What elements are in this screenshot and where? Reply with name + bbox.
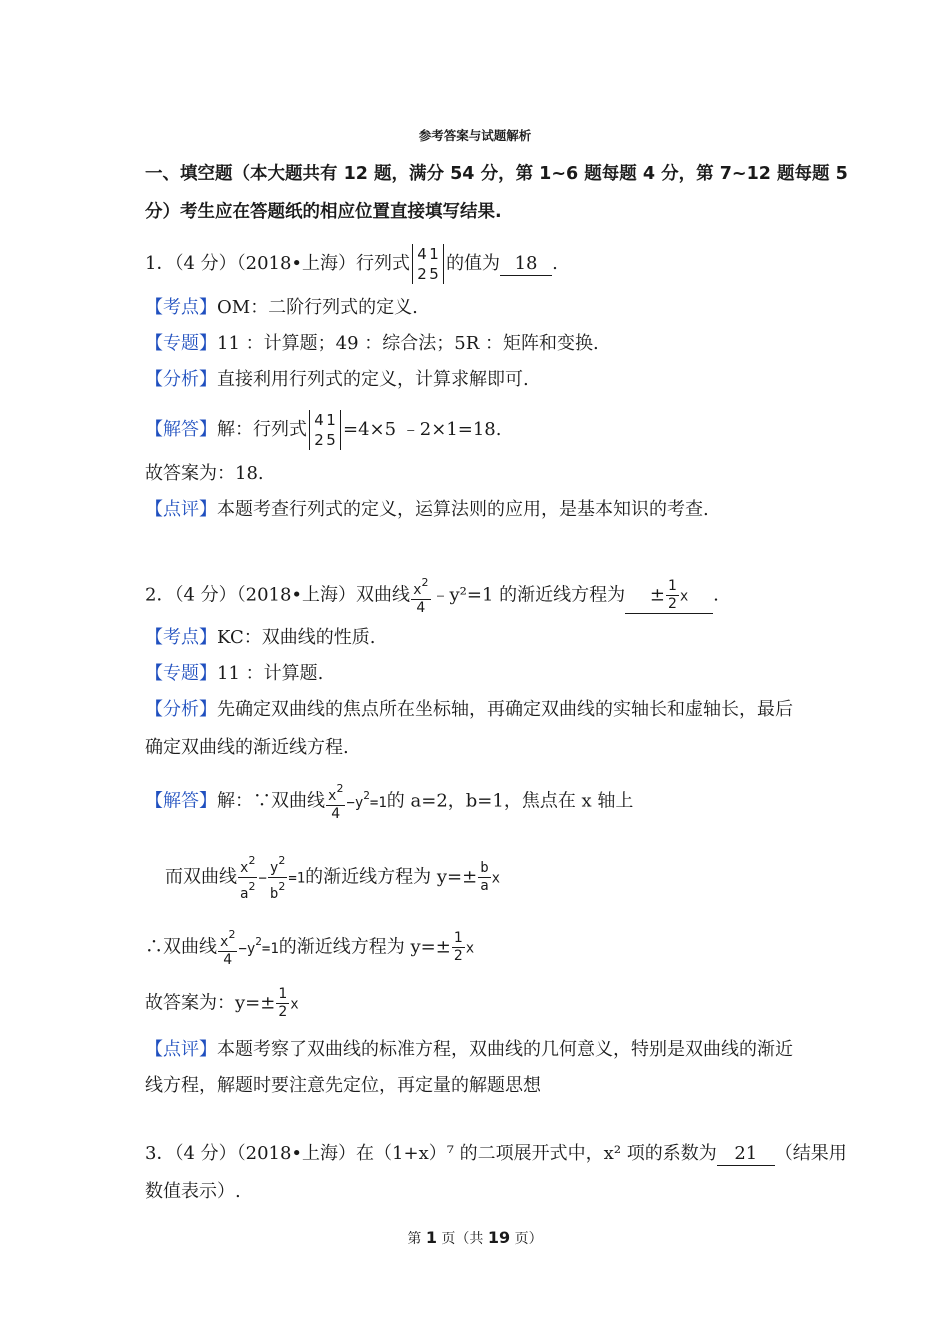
q2-answer-blank <box>625 578 713 614</box>
q1-stem <box>145 244 558 284</box>
q1-answer-blank: 18 <box>500 253 552 276</box>
frac-num: 1 <box>668 578 677 594</box>
q2-stem <box>145 574 719 617</box>
section-heading-line2: 分）考生应在答题纸的相应位置直接填写结果. <box>145 202 502 222</box>
kaodian-text: KC：双曲线的性质. <box>217 627 376 648</box>
page-number: 1 <box>425 1228 437 1247</box>
dianping-text: 本题考察了双曲线的标准方程，双曲线的几何意义，特别是双曲线的渐近 <box>217 1039 793 1060</box>
fenxi-text: 直接利用行列式的定义，计算求解即可. <box>217 369 529 390</box>
q1-kaodian <box>145 294 418 322</box>
matrix-cell: 5 <box>429 265 439 283</box>
q2-line-general: 而双曲线 $\frac{x^2}{a^2}$ − $\frac{y^2}{b^2}$ =1的渐近线方程为 y=± $\frac{b}{a}$ x <box>165 854 501 902</box>
q3-stem-suffix: （结果用 <box>774 1143 847 1164</box>
section-heading-line1: 一、填空题（本大题共有 12 题，满分 54 分，第 1~6 题每题 4 分，第 7~12 题每题 5 <box>145 164 848 184</box>
matrix-cell: 4 <box>314 411 324 429</box>
frac-num: x <box>413 582 422 598</box>
footer-prefix: 第 <box>407 1231 426 1247</box>
page-footer <box>0 1228 950 1248</box>
line-c-after: 的渐近线方程为 y=± <box>278 936 451 958</box>
fraction-b-over-a: $\frac{b}{a}$ <box>480 860 489 894</box>
q2-fenxi-line1 <box>145 696 793 724</box>
q1-determinant <box>412 244 444 284</box>
q1-final-answer: 故答案为：18. <box>145 463 264 484</box>
zhuanti-text: 11 ：计算题；49 ：综合法；5R ：矩阵和变换. <box>217 333 599 354</box>
dianping-tag: 【点评】 <box>145 499 217 520</box>
line-c-prefix: ∴双曲线 <box>145 936 217 958</box>
q2-dianping-line1 <box>145 1036 793 1064</box>
jieda-prefix: 解：行列式 <box>217 419 307 440</box>
q1-dianping <box>145 496 709 524</box>
q2-dianping-line2: 线方程，解题时要注意先定位，再定量的解题思想 <box>145 1075 541 1096</box>
q1-zhuanti <box>145 330 599 358</box>
q2-jieda: 【解答】解：∵双曲线 $\frac{x^2}{4}$ $-y^2=1$的 a=2，b=1，焦点在 x 轴上 <box>145 782 634 822</box>
kaodian-text: OM：二阶行列式的定义. <box>217 297 418 318</box>
q1-stem-middle: 的值为 <box>446 253 501 274</box>
q3-stem-prefix: 3．（4 分）（2018•上海）在（1+x）⁷ 的二项展开式中，x² 项的系数为 <box>145 1143 717 1164</box>
footer-middle: 页（共 <box>436 1231 488 1247</box>
fraction-y2-over-b2: $\frac{y^2}{b^2}$ <box>269 854 286 902</box>
fenxi-tag: 【分析】 <box>145 699 217 720</box>
frac-den: 4 <box>416 600 426 616</box>
page-total: 19 <box>487 1228 511 1247</box>
zhuanti-tag: 【专题】 <box>145 333 217 354</box>
q2-final-answer: 故答案为：y=± $\frac{1}{2}$ x <box>145 986 299 1020</box>
fraction-x2-over-a2: $\frac{x^2}{a^2}$ <box>240 854 256 902</box>
line-b-after: 的渐近线方程为 y=± <box>305 866 478 888</box>
plus-minus: ± <box>649 584 665 606</box>
dianping-tag: 【点评】 <box>145 1039 217 1060</box>
fenxi-tag: 【分析】 <box>145 369 217 390</box>
q1-jieda <box>145 410 501 450</box>
matrix-cell: 1 <box>326 411 336 429</box>
dianping-text: 本题考查行列式的定义，运算法则的应用，是基本知识的考查. <box>217 499 709 520</box>
q3-stem-line2: 数值表示）. <box>145 1181 241 1202</box>
q2-fenxi-line2: 确定双曲线的渐近线方程. <box>145 737 349 758</box>
q2-stem-fraction: $\frac{x^2}{4}$ <box>413 576 429 616</box>
q1-stem-end: . <box>552 253 558 274</box>
matrix-cell: 2 <box>417 265 427 283</box>
footer-suffix: 页） <box>510 1231 543 1247</box>
zhuanti-tag: 【专题】 <box>145 663 217 684</box>
kaodian-tag: 【考点】 <box>145 627 217 648</box>
jieda-tag: 【解答】 <box>145 790 217 812</box>
matrix-cell: 5 <box>326 431 336 449</box>
q3-stem-line1 <box>145 1140 847 1168</box>
fraction-x2-over-4: $\frac{x^2}{4}$ <box>220 928 236 968</box>
frac-den: 2 <box>668 596 677 612</box>
fenxi-text: 先确定双曲线的焦点所在坐标轴，再确定双曲线的实轴长和虚轴长，最后 <box>217 699 793 720</box>
fraction-1-over-2: $\frac{1}{2}$ <box>453 930 463 964</box>
answer-fraction <box>666 578 679 613</box>
kaodian-tag: 【考点】 <box>145 297 217 318</box>
q1-fenxi <box>145 366 529 394</box>
page-title: 参考答案与试题解析 <box>418 128 532 143</box>
matrix-cell: 1 <box>429 245 439 263</box>
q2-stem-prefix: 2．（4 分）（2018•上海）双曲线 <box>145 584 411 606</box>
zhuanti-text: 11 ：计算题. <box>217 663 324 684</box>
q2-zhuanti <box>145 660 323 688</box>
q1-stem-prefix: 1．（4 分）（2018•上海）行列式 <box>145 253 411 274</box>
q2-line-therefore: ∴双曲线 $\frac{x^2}{4}$ $-y^2=1$的渐近线方程为 y=± $\frac{1}{2}$ x <box>145 928 475 968</box>
answer-x: x <box>679 588 689 605</box>
q2-stem-end: . <box>713 584 719 606</box>
jieda-tag: 【解答】 <box>145 419 217 440</box>
matrix-cell: 2 <box>314 431 324 449</box>
q2-stem-after: ﹣y²=1 的渐近线方程为 <box>431 584 626 606</box>
fraction-1-over-2: $\frac{1}{2}$ <box>278 986 288 1020</box>
q2-kaodian <box>145 624 375 652</box>
line-b-prefix: 而双曲线 <box>165 866 237 888</box>
fraction-x2-over-4: $\frac{x^2}{4}$ <box>328 782 344 822</box>
final-prefix: 故答案为：y=± <box>145 992 276 1014</box>
matrix-cell: 4 <box>417 245 427 263</box>
q1-jieda-determinant <box>309 410 341 450</box>
jieda-result: =4×5 ﹣2×1=18. <box>343 419 502 440</box>
jieda-after: 的 a=2，b=1，焦点在 x 轴上 <box>386 790 634 812</box>
jieda-prefix: 解：∵双曲线 <box>217 790 325 812</box>
q3-answer-blank: 21 <box>717 1143 775 1166</box>
